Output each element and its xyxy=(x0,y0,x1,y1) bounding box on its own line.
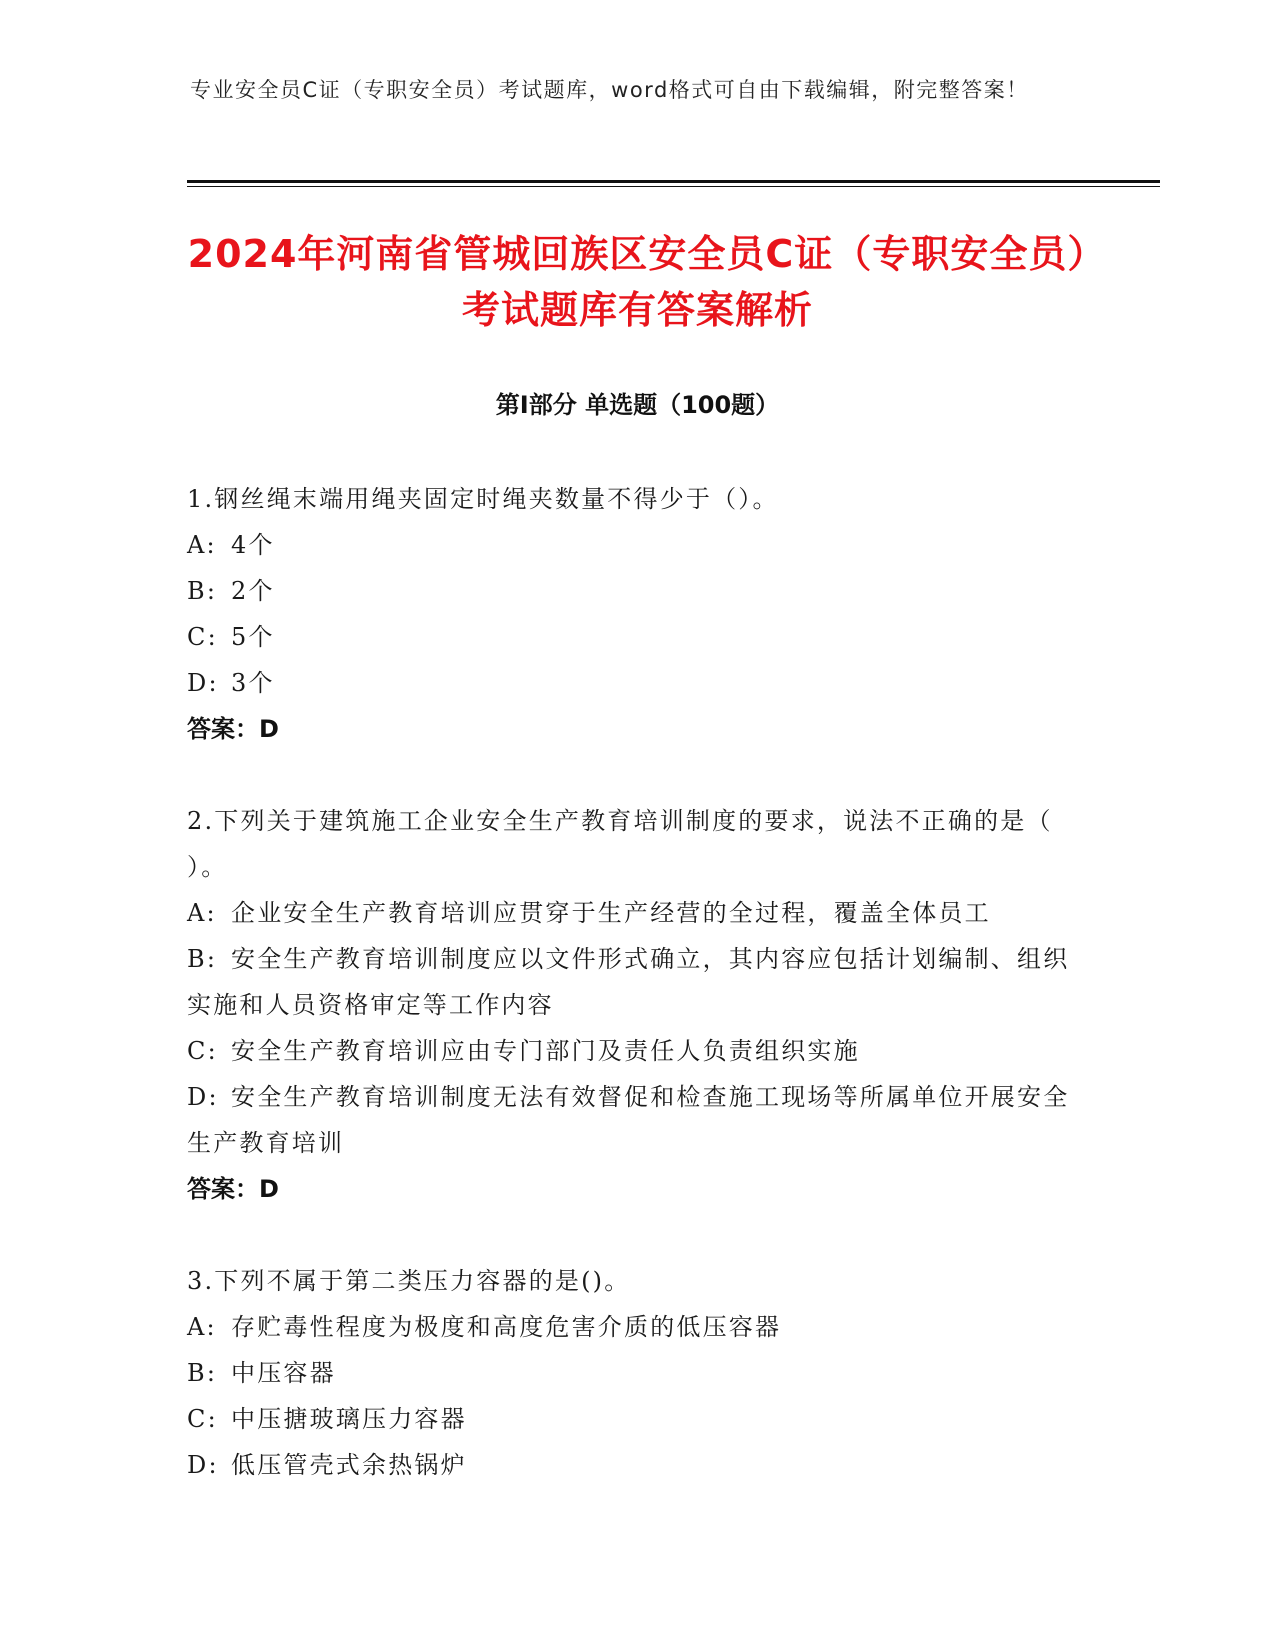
question-stem: 1.钢丝绳末端用绳夹固定时绳夹数量不得少于（）。 xyxy=(187,485,779,513)
option-d xyxy=(187,1442,1087,1488)
question-list xyxy=(187,476,1087,1534)
answer-label: 答案：D xyxy=(187,1175,279,1203)
question-1 xyxy=(187,476,1087,752)
option-text: 安全生产教育培训应由专门部门及责任人负责组织实施 xyxy=(231,1037,860,1065)
option-c xyxy=(187,1396,1087,1442)
option-a xyxy=(187,522,1087,568)
option-d xyxy=(187,1074,1087,1166)
option-text: 低压管壳式余热锅炉 xyxy=(231,1451,467,1479)
question-stem: 3.下列不属于第二类压力容器的是()。 xyxy=(187,1267,631,1295)
option-b xyxy=(187,1350,1087,1396)
option-text: 5个 xyxy=(231,623,275,651)
option-a xyxy=(187,1304,1087,1350)
option-key: A: xyxy=(187,899,217,927)
option-text: 安全生产教育培训制度应以文件形式确立，其内容应包括计划编制、组织实施和人员资格审定等工作内容 xyxy=(187,945,1070,1019)
option-key: C: xyxy=(187,1037,218,1065)
option-key: B: xyxy=(187,1359,218,1387)
option-text: 3个 xyxy=(231,669,275,697)
option-text: 中压搪玻璃压力容器 xyxy=(231,1405,467,1433)
answer-label: 答案：D xyxy=(187,715,279,743)
question-stem: 2.下列关于建筑施工企业安全生产教育培训制度的要求，说法不正确的是（ ）。 xyxy=(187,807,1053,881)
option-key: B: xyxy=(187,945,218,973)
option-b xyxy=(187,568,1087,614)
option-text: 企业安全生产教育培训应贯穿于生产经营的全过程，覆盖全体员工 xyxy=(231,899,991,927)
option-text: 安全生产教育培训制度无法有效督促和检查施工现场等所属单位开展安全生产教育培训 xyxy=(187,1083,1070,1157)
option-text: 存贮毒性程度为极度和高度危害介质的低压容器 xyxy=(231,1313,782,1341)
option-c xyxy=(187,1028,1087,1074)
option-key: D: xyxy=(187,669,219,697)
header-divider-thick xyxy=(187,180,1160,183)
header-note: 专业安全员C证（专职安全员）考试题库，word格式可自由下载编辑，附完整答案！ xyxy=(190,78,1029,102)
option-key: D: xyxy=(187,1451,219,1479)
option-text: 中压容器 xyxy=(231,1359,336,1387)
option-key: A: xyxy=(187,1313,217,1341)
option-key: C: xyxy=(187,1405,218,1433)
question-3 xyxy=(187,1258,1087,1488)
header-divider-thin xyxy=(187,186,1160,187)
option-key: A: xyxy=(187,531,217,559)
option-key: B: xyxy=(187,577,218,605)
option-c xyxy=(187,614,1087,660)
option-a xyxy=(187,890,1087,936)
option-b xyxy=(187,936,1087,1028)
option-key: D: xyxy=(187,1083,219,1111)
option-key: C: xyxy=(187,623,218,651)
option-text: 2个 xyxy=(231,577,275,605)
document-title: 2024年河南省管城回族区安全员C证（专职安全员）考试题库有答案解析 xyxy=(187,232,1088,332)
section-title: 第Ⅰ部分 单选题（100题） xyxy=(495,391,780,419)
option-text: 4个 xyxy=(231,531,275,559)
option-d xyxy=(187,660,1087,706)
question-2 xyxy=(187,798,1087,1212)
